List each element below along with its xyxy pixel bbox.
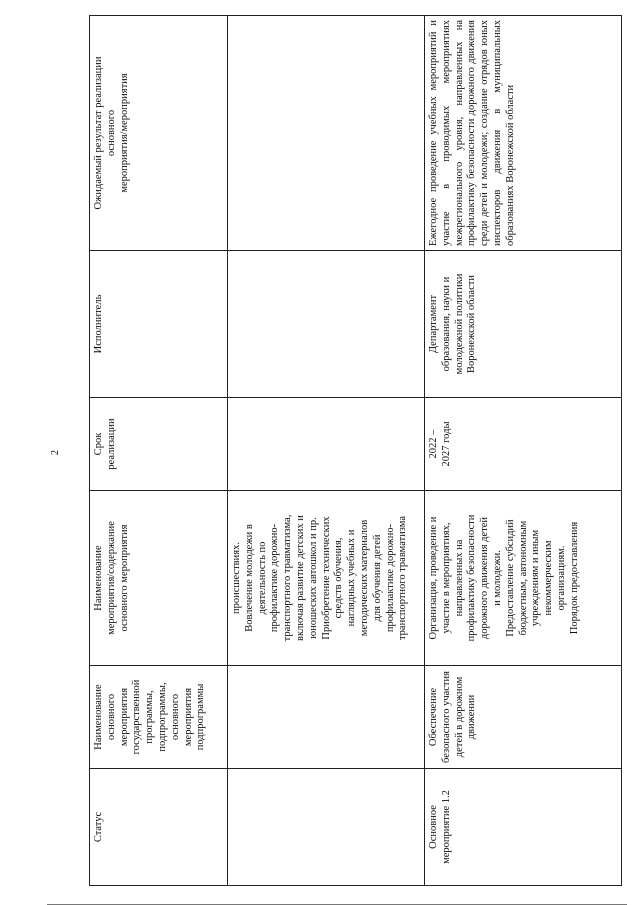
header-result: Ожидаемый результат реализации основного мероприятия/мероприятия — [90, 16, 228, 251]
cell-empty — [228, 398, 425, 491]
header-name: Наименование основного мероприятия государственной программы, подпрограммы, основного мероприятия подпрограммы — [90, 666, 228, 769]
rotated-page-content — [89, 16, 621, 886]
cell-empty — [228, 16, 425, 251]
header-executor: Исполнитель — [90, 251, 228, 398]
cell-empty — [228, 666, 425, 769]
cell-period: 2022 – 2027 годы — [425, 398, 622, 491]
cell-empty — [228, 769, 425, 886]
cell-executor: Департамент образования, науки и молодежной политики Воронежской области — [425, 251, 622, 398]
cell-status: Основное мероприятие 1.2 — [425, 769, 622, 886]
table-row — [425, 16, 622, 886]
cell-name: Обеспечение безопасного участия детей в дорожном движении — [425, 666, 622, 769]
header-status: Статус — [90, 769, 228, 886]
cell-empty — [228, 251, 425, 398]
table-header-row — [90, 16, 228, 886]
table-row — [228, 16, 425, 886]
cell-content-continued: происшествиях. Вовлечение молодежи в деятельность по профилактике дорожно- транспортного травматизма, включая развитие детских и юношеских автошкол и пр. Приобретение технических средств обучения, наглядных учебных и методических материалов для обучения детей профилактике дорожно- транспортного травматизма — [228, 491, 425, 666]
cell-result: Ежегодное проведение учебных мероприятий и участие в проводимых мероприятиях межрегионального уровня, направленных на профилактику безопасности дорожного движения среди детей и молодежи; создание отрядов юных инспекторов движения в муниципальных образованиях Воронежской области — [425, 16, 622, 251]
header-period: Срок реализации — [90, 398, 228, 491]
header-content: Наименование мероприятия/содержание основного мероприятия — [90, 491, 228, 666]
cell-content: Организация, проведение и участие в мероприятиях, направленных на профилактику безопасности дорожного движения детей и молодежи. Предоставление субсидий бюджетным, автономным учреждениям и иным некоммерческим организациям. Порядок предоставления — [425, 491, 622, 666]
events-table — [89, 15, 622, 886]
page-number: 2 — [50, 450, 61, 455]
